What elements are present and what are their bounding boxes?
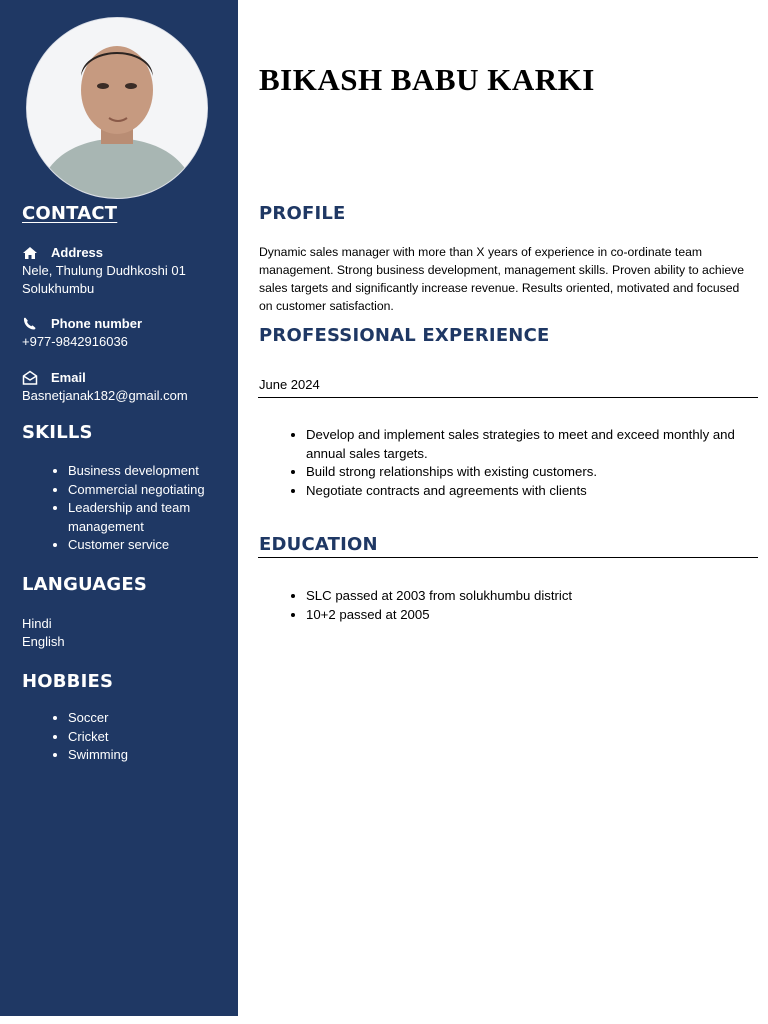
- email-icon: [22, 371, 40, 385]
- divider: [258, 397, 758, 398]
- hobby-item: • Cricket: [68, 728, 227, 747]
- experience-list: [259, 426, 749, 500]
- email-label: Email: [51, 370, 86, 385]
- education-item: • 10+2 passed at 2005: [306, 606, 749, 625]
- divider: [258, 557, 758, 558]
- education-list: [259, 587, 749, 624]
- education-item: • SLC passed at 2003 from solukhumbu district: [306, 587, 749, 606]
- home-icon: [22, 246, 40, 260]
- contact-heading: CONTACT: [22, 203, 118, 224]
- skill-item: • Business development: [68, 462, 227, 481]
- languages-heading: LANGUAGES: [22, 574, 148, 595]
- candidate-name: BIKASH BABU KARKI: [259, 62, 595, 97]
- hobbies-heading: HOBBIES: [22, 671, 114, 692]
- address-row: [22, 245, 103, 260]
- education-heading: EDUCATION: [259, 534, 378, 555]
- language-item: English: [22, 634, 65, 649]
- experience-item: • Develop and implement sales strategies to meet and exceed monthly and annual sales targets.: [306, 426, 749, 463]
- phone-value: +977-9842916036: [22, 334, 128, 349]
- hobby-item: • Soccer: [68, 709, 227, 728]
- skills-list: [22, 462, 227, 555]
- address-label: Address: [51, 245, 104, 260]
- experience-item: • Negotiate contracts and agreements with clients: [306, 482, 749, 501]
- sidebar: [0, 0, 238, 1016]
- skill-item: • Leadership and team management: [68, 499, 227, 536]
- address-line-1: Nele, Thulung Dudhkoshi 01: [22, 263, 186, 278]
- hobbies-list: [22, 709, 227, 765]
- hobby-item: • Swimming: [68, 746, 227, 765]
- address-line-2: Solukhumbu: [22, 281, 95, 296]
- experience-date: June 2024: [259, 377, 320, 392]
- skill-item: • Commercial negotiating: [68, 481, 227, 500]
- skill-item: • Customer service: [68, 536, 227, 555]
- phone-icon: [22, 317, 40, 331]
- language-item: Hindi: [22, 616, 52, 631]
- email-row: [22, 370, 86, 385]
- profile-text: Dynamic sales manager with more than X years of experience in co-ordinate team management. Strong business development, management skills. Proven ability to achieve sales targets and significantly increase revenue. Results oriented, motivated and focused on customer satisfaction.: [259, 245, 745, 313]
- profile-photo: [27, 18, 207, 198]
- profile-heading: PROFILE: [259, 203, 346, 224]
- phone-label: Phone number: [51, 316, 143, 331]
- experience-item: • Build strong relationships with existing customers.: [306, 463, 749, 482]
- skills-heading: SKILLS: [22, 422, 93, 443]
- experience-heading: PROFESSIONAL EXPERIENCE: [259, 325, 550, 346]
- phone-row: [22, 316, 142, 331]
- email-value[interactable]: Basnetjanak182@gmail.com: [22, 388, 188, 403]
